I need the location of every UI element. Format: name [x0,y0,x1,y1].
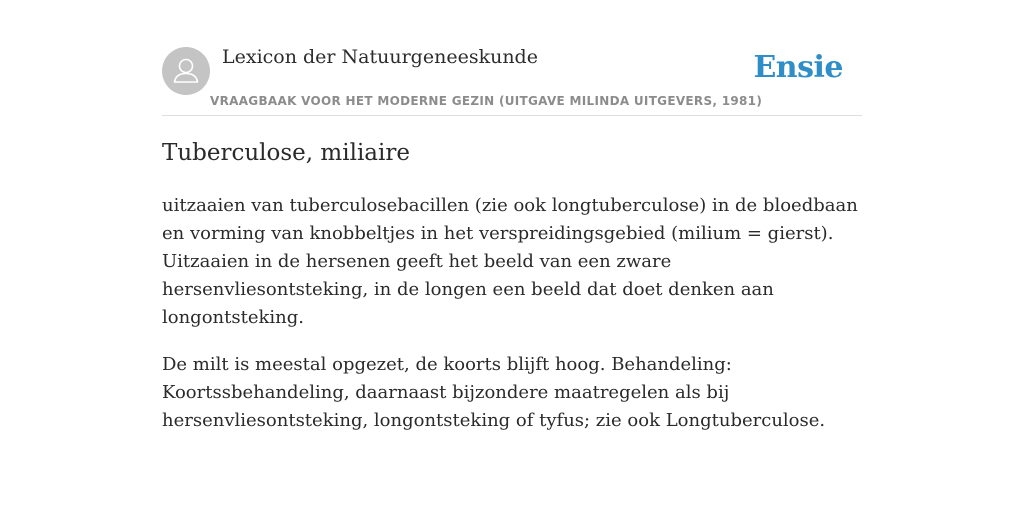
entry-paragraph: De milt is meestal opgezet, de koorts blijft hoog. Behandeling: Koortssbehandeling, daarnaast bijzondere maatregelen als bij hersenvliesontsteking, longontsteking of tyfus; zie ook Longtuberculose. [162,354,826,431]
source-header [162,0,862,116]
entry-paragraph: uitzaaien van tuberculosebacillen (zie ook longtuberculose) in de bloedbaan en vorming van knobbeltjes in het verspreidingsgebied (milium = gierst). Uitzaaien in de hersenen geeft het beeld van een zware hersenvliesontsteking, in de longen een beeld dat doet denken aan longontsteking. [162,195,858,328]
ensie-logo[interactable]: Ensie [753,50,843,85]
user-icon [162,47,210,95]
source-title[interactable]: Lexicon der Natuurgeneeskunde [222,46,538,68]
entry-title: Tuberculose, miliaire [162,140,410,166]
source-avatar[interactable] [162,47,210,95]
source-subtitle: VRAAGBAAK VOOR HET MODERNE GEZIN (UITGAVE MILINDA UITGEVERS, 1981) [210,94,763,108]
entry-card [162,0,862,431]
entry-body [162,192,862,454]
